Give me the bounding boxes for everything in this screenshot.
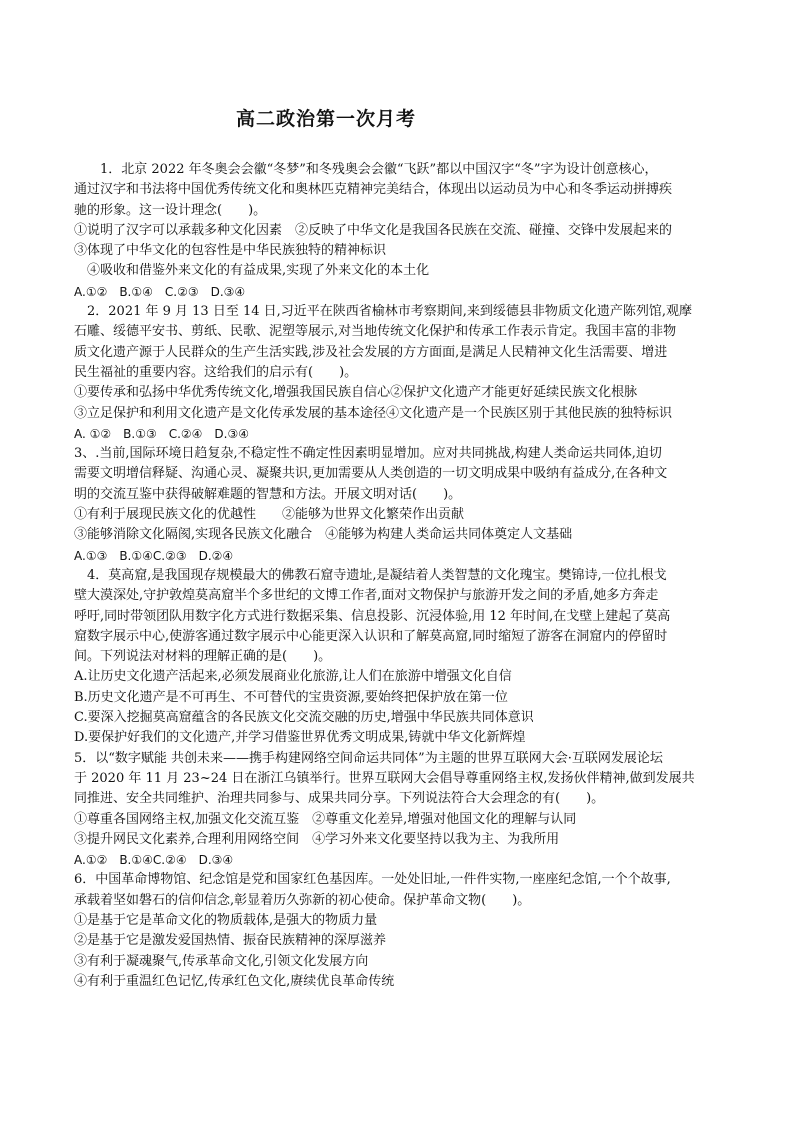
question-6-statement: ④有利于重温红色记忆,传承红色文化,赓续优良革命传统	[74, 973, 395, 989]
question-4	[74, 566, 726, 749]
question-1-stem-line: 驰的形象。这一设计理念( )。	[74, 202, 267, 218]
question-2-stem-line: 石雕、绥德平安书、剪纸、民歌、泥塑等展示,对当地传统文化保护和传承工作表示肯定。我国丰富的非物	[74, 324, 677, 340]
question-2	[74, 302, 726, 444]
question-3	[74, 444, 726, 566]
question-2-stem-line: 民生福祉的重要内容。这给我们的启示有( )。	[74, 364, 358, 380]
question-2-stem-line: 2．2021 年 9 月 13 日至 14 日,习近平在陕西省榆林市考察期间,来到绥德县非物质文化遗产陈列馆,观摩	[87, 304, 693, 320]
question-4-stem-line: 间。下列说法对材料的理解正确的是( )。	[74, 649, 332, 665]
question-3-stem-line: 需要文明增信释疑、沟通心灵、凝聚共识,更加需要从人类创造的一切文明成果中吸纳有益成分,在各种文	[74, 466, 668, 482]
question-4-option-a: A.让历史文化遗产活起来,必须发展商业化旅游,让人们在旅游中增强文化自信	[74, 669, 512, 685]
question-1-statement: ③体现了中华文化的包容性是中华民族独特的精神标识	[74, 243, 387, 259]
question-5-statement: ①尊重各国网络主权,加强文化交流互鉴 ②尊重文化差异,增强对他国文化的理解与认同	[74, 811, 577, 827]
question-1-options: A.①② B.①④ C.②③ D.③④	[74, 284, 246, 299]
question-1-stem-line: 1．北京 2022 年冬奥会会徽“冬梦”和冬残奥会会徽“飞跃”都以中国汉字“冬”字为设计创意核心，	[100, 162, 658, 177]
question-2-statement: ③立足保护和利用文化遗产是文化传承发展的基本途径④文化遗产是一个民族区别于其他民族的独特标识	[74, 405, 673, 421]
question-6-stem-line: 6．中国革命博物馆、纪念馆是党和国家红色基因库。一处处旧址,一件件实物,一座座纪念馆,一个个故事,	[74, 872, 671, 888]
question-4-stem-line: 呼吁,同时带领团队用数字化方式进行数据采集、信息投影、沉浸体验,用 12 年时间,在戈壁上建起了莫高	[74, 608, 671, 624]
question-4-stem-line: 壁大漠深处,守护敦煌莫高窟半个多世纪的文博工作者,面对文物保护与旅游开发之间的矛盾,她多方奔走	[74, 588, 659, 604]
question-2-options: A. ①② B.①③ C.②④ D.③④	[74, 426, 249, 441]
question-1	[74, 160, 726, 302]
question-6-statement: ①是基于它是革命文化的物质载体,是强大的物质力量	[74, 912, 378, 928]
question-5-statement: ③提升网民文化素养,合理利用网络空间 ④学习外来文化要坚持以我为主、为我所用	[74, 831, 560, 847]
question-5-stem-line: 同推进、安全共同维护、治理共同参与、成果共同分享。下列说法符合大会理念的有( )。	[74, 791, 605, 807]
question-3-stem-line: 明的交流互鉴中获得破解难题的智慧和方法。开展文明对话( )。	[74, 486, 462, 502]
question-3-options: A.①③ B.①④C.②③ D.②④	[74, 548, 234, 563]
question-4-option-b: B.历史文化遗产是不可再生、不可替代的宝贵资源,要始终把保护放在第一位	[74, 689, 508, 705]
question-2-statement: ①要传承和弘扬中华优秀传统文化,增强我国民族自信心②保护文化遗产才能更好延续民族文化根脉	[74, 385, 638, 401]
question-4-option-d: D.要保护好我们的文化遗产,并学习借鉴世界优秀文明成果,铸就中华文化新辉煌	[74, 730, 526, 746]
question-3-statement: ①有利于展现民族文化的优越性 ②能够为世界文化繁荣作出贡献	[74, 507, 465, 523]
question-5	[74, 749, 726, 871]
question-6-statement: ②是基于它是激发爱国热情、振奋民族精神的深厚滋养	[74, 933, 387, 949]
question-5-stem-line: 于 2020 年 11 月 23~24 日在浙江乌镇举行。世界互联网大会倡导尊重网络主权,发扬伙伴精神,做到发展共	[74, 770, 695, 786]
question-5-stem-line: 5．以“数字赋能 共创未来——携手构建网络空间命运共同体”为主题的世界互联网大会·互联网发展论坛	[74, 750, 663, 766]
question-3-stem-line: 3、.当前,国际环境日趋复杂,不稳定性不确定性因素明显增加。应对共同挑战,构建人类命运共同体,迫切	[74, 446, 662, 462]
question-3-statement: ③能够消除文化隔阂,实现各民族文化融合 ④能够为构建人类命运共同体奠定人文基础	[74, 527, 573, 543]
question-4-stem-line: 窟数字展示中心,使游客通过数字展示中心能更深入认识和了解莫高窟,同时缩短了游客在洞窟内的停留时	[74, 628, 668, 644]
page-title: 高二政治第一次月考	[236, 108, 417, 130]
question-2-stem-line: 质文化遗产源于人民群众的生产生活实践,涉及社会发展的方方面面,是满足人民精神文化生活需要、增进	[74, 344, 668, 360]
question-5-options: A.①② B.①④C.②④ D.③④	[74, 853, 234, 868]
question-4-option-c: C.要深入挖掘莫高窟蕴含的各民族文化交流交融的历史,增强中华民族共同体意识	[74, 710, 534, 726]
question-1-stem-line: 通过汉字和书法将中国优秀传统文化和奥林匹克精神完美结合，体现出以运动员为中心和冬季运动拼搏疾	[74, 182, 673, 198]
question-4-stem-line: 4．莫高窟,是我国现存规模最大的佛教石窟寺遗址,是凝结着人类智慧的文化瑰宝。樊锦诗,一位扎根戈	[87, 567, 667, 583]
question-1-statement: ④吸收和借鉴外来文化的有益成果,实现了外来文化的本土化	[87, 263, 430, 279]
question-6-statement: ③有利于凝魂聚气,传承革命文化,引领文化发展方向	[74, 953, 369, 969]
question-6	[74, 870, 726, 992]
question-6-stem-line: 承载着坚如磐石的信仰信念,彰显着历久弥新的初心使命。保护革命文物( )。	[74, 892, 531, 908]
question-1-statement: ①说明了汉字可以承载多种文化因素 ②反映了中华文化是我国各民族在交流、碰撞、交锋中发展起来的	[74, 222, 673, 238]
question-list	[74, 160, 726, 992]
